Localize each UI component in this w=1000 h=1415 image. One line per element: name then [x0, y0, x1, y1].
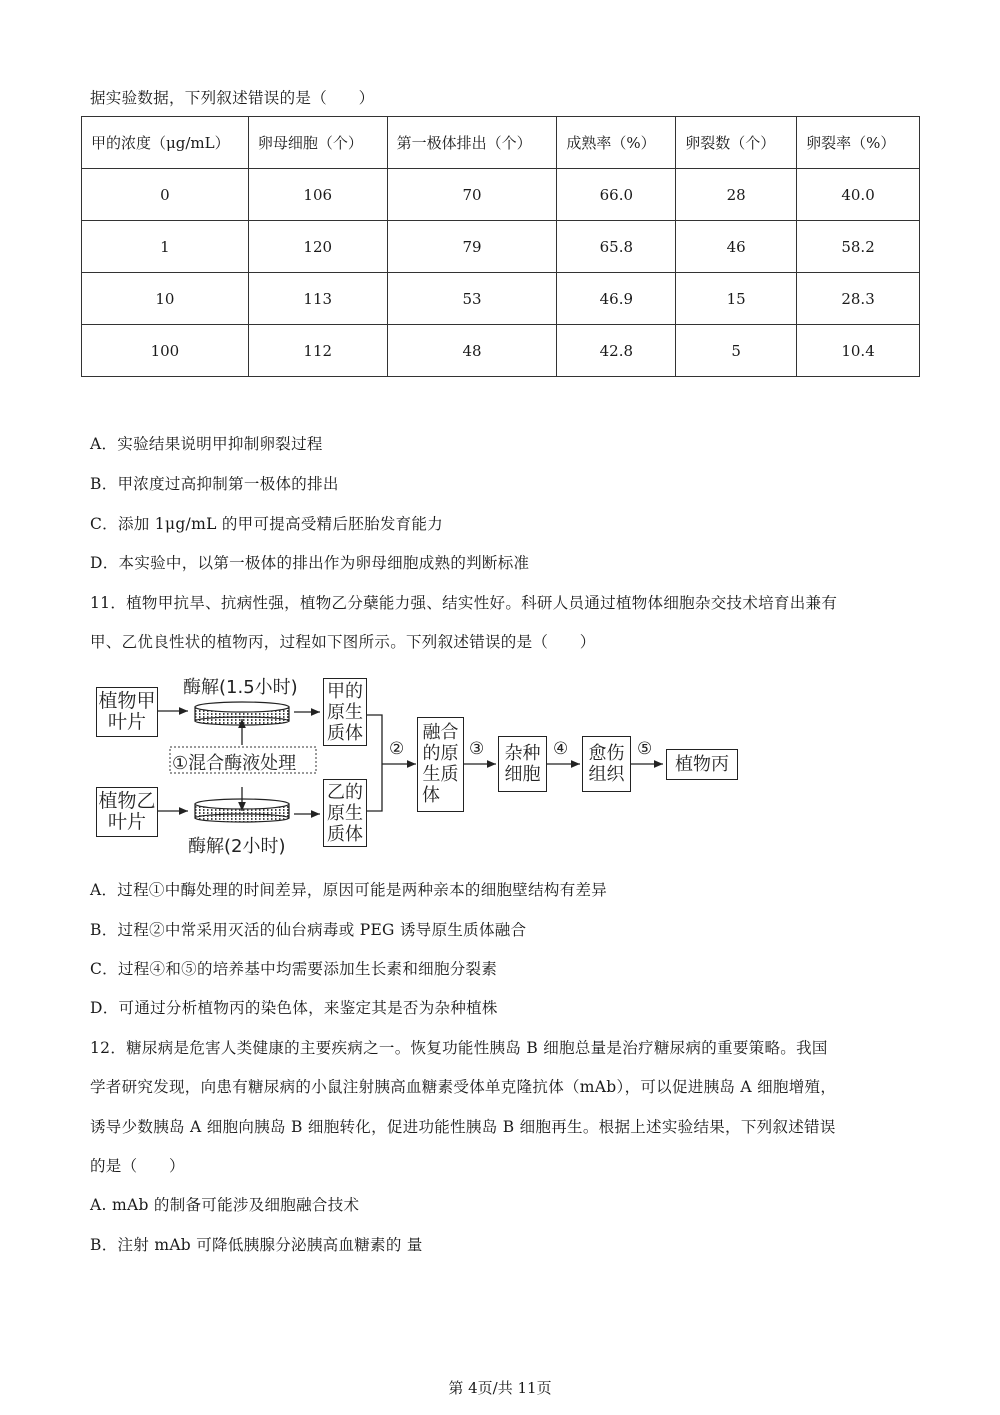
box-text: 生质	[422, 764, 459, 785]
table-cell: 5	[676, 325, 797, 377]
q10-option-c[interactable]: C．添加 1μg/mL 的甲可提高受精后胚胎发育能力	[90, 515, 444, 533]
q10-option-b[interactable]: B．甲浓度过高抑制第一极体的排出	[90, 475, 339, 493]
step-2-label: ②	[389, 739, 405, 759]
table-cell: 28.3	[797, 273, 920, 325]
table-header-cell: 成熟率（%）	[557, 117, 676, 169]
q10-option-a[interactable]: A．实验结果说明甲抑制卵裂过程	[90, 435, 323, 453]
table-row	[82, 325, 920, 377]
q11-option-b[interactable]: B．过程②中常采用灭活的仙台病毒或 PEG 诱导原生质体融合	[90, 921, 527, 939]
table-cell: 100	[82, 325, 249, 377]
box-text: 细胞	[504, 764, 541, 785]
table-cell: 15	[676, 273, 797, 325]
box-text: 植物甲	[98, 690, 156, 712]
leaf-a-box	[96, 687, 158, 737]
q12-stem-line: 学者研究发现，向患有糖尿病的小鼠注射胰高血糖素受体单克隆抗体（mAb），可以促进胰岛 A 细胞增殖，	[90, 1078, 837, 1096]
protoplast-b-box	[323, 779, 367, 847]
box-text: 植物乙	[98, 790, 156, 812]
table-cell: 53	[387, 273, 557, 325]
table-cell: 10.4	[797, 325, 920, 377]
table-cell: 112	[248, 325, 387, 377]
q10-stem-tail: 据实验数据，下列叙述错误的是（ ）	[90, 89, 375, 107]
hybrid-cell-box	[498, 736, 547, 792]
table-cell: 120	[248, 221, 387, 273]
table-cell: 79	[387, 221, 557, 273]
plant-c-box	[666, 749, 738, 780]
table-row	[82, 221, 920, 273]
q12-stem-line: 诱导少数胰岛 A 细胞向胰岛 B 细胞转化，促进功能性胰岛 B 细胞再生。根据上述实验结果，下列叙述错误	[90, 1118, 836, 1136]
table-row	[82, 273, 920, 325]
table-cell: 46.9	[557, 273, 676, 325]
fused-protoplast-box	[417, 717, 464, 812]
q12-option-b[interactable]: B．注射 mAb 可降低胰腺分泌胰高血糖素的 量	[90, 1236, 423, 1254]
experiment-table	[81, 116, 920, 377]
box-text: 质体	[327, 824, 363, 845]
box-text: 原生	[327, 803, 363, 824]
q12-stem-line: 的是（ ）	[90, 1157, 185, 1175]
table-cell: 28	[676, 169, 797, 221]
box-text: 叶片	[107, 711, 146, 733]
table-cell: 40.0	[797, 169, 920, 221]
box-text: 的原	[422, 743, 459, 764]
box-text: 质体	[327, 723, 363, 744]
box-text: 叶片	[107, 811, 146, 833]
box-text: 乙的	[327, 782, 363, 803]
box-text: 组织	[588, 764, 625, 785]
box-text: 原生	[327, 702, 363, 723]
step-4-label: ④	[553, 739, 569, 759]
table-cell: 65.8	[557, 221, 676, 273]
q11-option-a[interactable]: A．过程①中酶处理的时间差异，原因可能是两种亲本的细胞壁结构有差异	[90, 881, 608, 899]
digest-b-label: 酶解(2小时)	[188, 836, 286, 857]
merge-bracket	[366, 715, 382, 811]
enzyme-label: ①混合酶液处理	[172, 753, 297, 774]
callus-box	[582, 736, 631, 792]
table-row	[82, 169, 920, 221]
table-cell: 0	[82, 169, 249, 221]
q10-option-d[interactable]: D．本实验中，以第一极体的排出作为卵母细胞成熟的判断标准	[90, 554, 530, 572]
step-5-label: ⑤	[637, 739, 653, 759]
protoplast-a-box	[323, 678, 367, 746]
q11-stem-line: 11．植物甲抗旱、抗病性强，植物乙分蘖能力强、结实性好。科研人员通过植物体细胞杂交技术培育出兼有	[90, 594, 838, 612]
box-text: 甲的	[327, 681, 363, 702]
digest-a-label: 酶解(1.5小时)	[183, 677, 298, 698]
table-cell: 1	[82, 221, 249, 273]
box-text: 愈伤	[588, 743, 625, 764]
table-header-cell: 卵裂率（%）	[797, 117, 920, 169]
page-footer: 第 4页/共 11页	[448, 1379, 552, 1397]
table-cell: 66.0	[557, 169, 676, 221]
table-header-row	[82, 117, 920, 169]
step-3-label: ③	[469, 739, 485, 759]
table-header-cell: 卵母细胞（个）	[248, 117, 387, 169]
table-header-cell: 甲的浓度（μg/mL）	[82, 117, 249, 169]
table-cell: 58.2	[797, 221, 920, 273]
table-cell: 46	[676, 221, 797, 273]
box-text: 融合	[422, 722, 459, 743]
q11-stem-line: 甲、乙优良性状的植物丙，过程如下图所示。下列叙述错误的是（ ）	[90, 633, 596, 651]
leaf-b-box	[96, 787, 158, 837]
box-text: 体	[422, 785, 440, 806]
q12-stem-line: 12．糖尿病是危害人类健康的主要疾病之一。恢复功能性胰岛 B 细胞总量是治疗糖尿病的重要策略。我国	[90, 1039, 828, 1057]
table-cell: 113	[248, 273, 387, 325]
q11-option-d[interactable]: D．可通过分析植物丙的染色体，来鉴定其是否为杂种植株	[90, 999, 498, 1017]
q12-option-a[interactable]: A. mAb 的制备可能涉及细胞融合技术	[90, 1196, 360, 1214]
table-cell: 70	[387, 169, 557, 221]
table-cell: 106	[248, 169, 387, 221]
box-text: 杂种	[504, 743, 541, 764]
table-header-cell: 第一极体排出（个）	[387, 117, 557, 169]
box-text: 植物丙	[675, 754, 729, 775]
q11-option-c[interactable]: C．过程④和⑤的培养基中均需要添加生长素和细胞分裂素	[90, 960, 498, 978]
table-cell: 48	[387, 325, 557, 377]
table-header-cell: 卵裂数（个）	[676, 117, 797, 169]
table-cell: 42.8	[557, 325, 676, 377]
table-cell: 10	[82, 273, 249, 325]
